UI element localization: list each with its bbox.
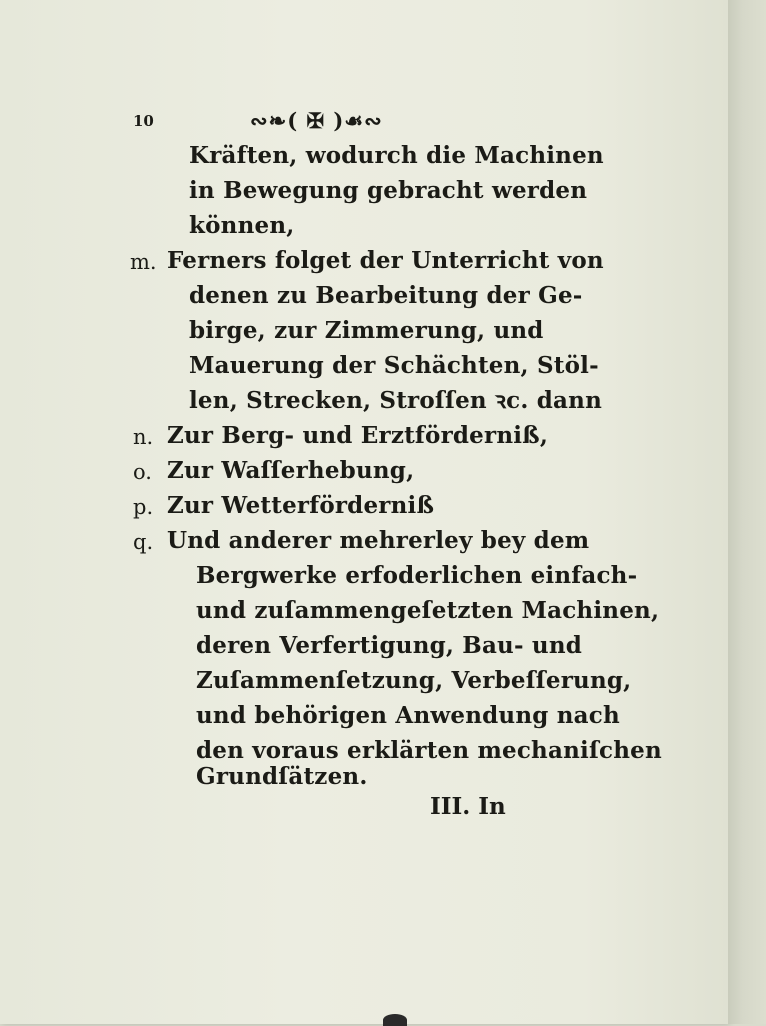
list-marker: p. [133,495,154,519]
text-line: deren Verfertigung, Bau- und [196,632,583,659]
text-line: Mauerung der Schächten, Stöl- [189,352,599,379]
list-marker: q. [133,530,154,554]
text-line: und behörigen Anwendung nach [196,702,620,729]
text-line: birge, zur Zimmerung, und [189,317,544,344]
text-line: Ferners folget der Unterricht von [167,247,604,274]
text-line: können, [189,212,295,239]
text-line: Und anderer mehrerley bey dem [167,527,590,554]
list-marker: n. [133,425,154,449]
text-line: in Bewegung gebracht werden [189,177,588,204]
facing-page-edge [728,0,766,1024]
catchword: III. In [430,793,506,820]
text-line: len, Strecken, Stroſſen ꝛc. dann [189,387,602,414]
text-line: Zur Berg- und Erztförderniß, [167,422,549,449]
text-line: Kräften, wodurch die Machinen [189,142,604,169]
text-line: den voraus erklärten mechaniſchen [196,737,662,764]
text-line: Zuſammenſetzung, Verbeſſerung, [196,667,632,694]
running-head-ornament: ∾❧( ✠ )☙∾ [250,108,383,133]
text-line: denen zu Bearbeitung der Ge- [189,282,583,309]
text-line: und zuſammengeſetzten Machinen, [196,597,660,624]
list-marker: o. [133,460,152,484]
binding-blot [383,1014,407,1026]
text-line: Zur Waſſerhebung, [167,457,415,484]
list-marker: m. [130,250,157,274]
text-line: Bergwerke erfoderlichen einfach- [196,562,638,589]
text-line: Grundſätzen. [196,763,368,790]
text-line: Zur Wetterförderniß [167,492,435,519]
page-number: 10 [133,112,154,130]
